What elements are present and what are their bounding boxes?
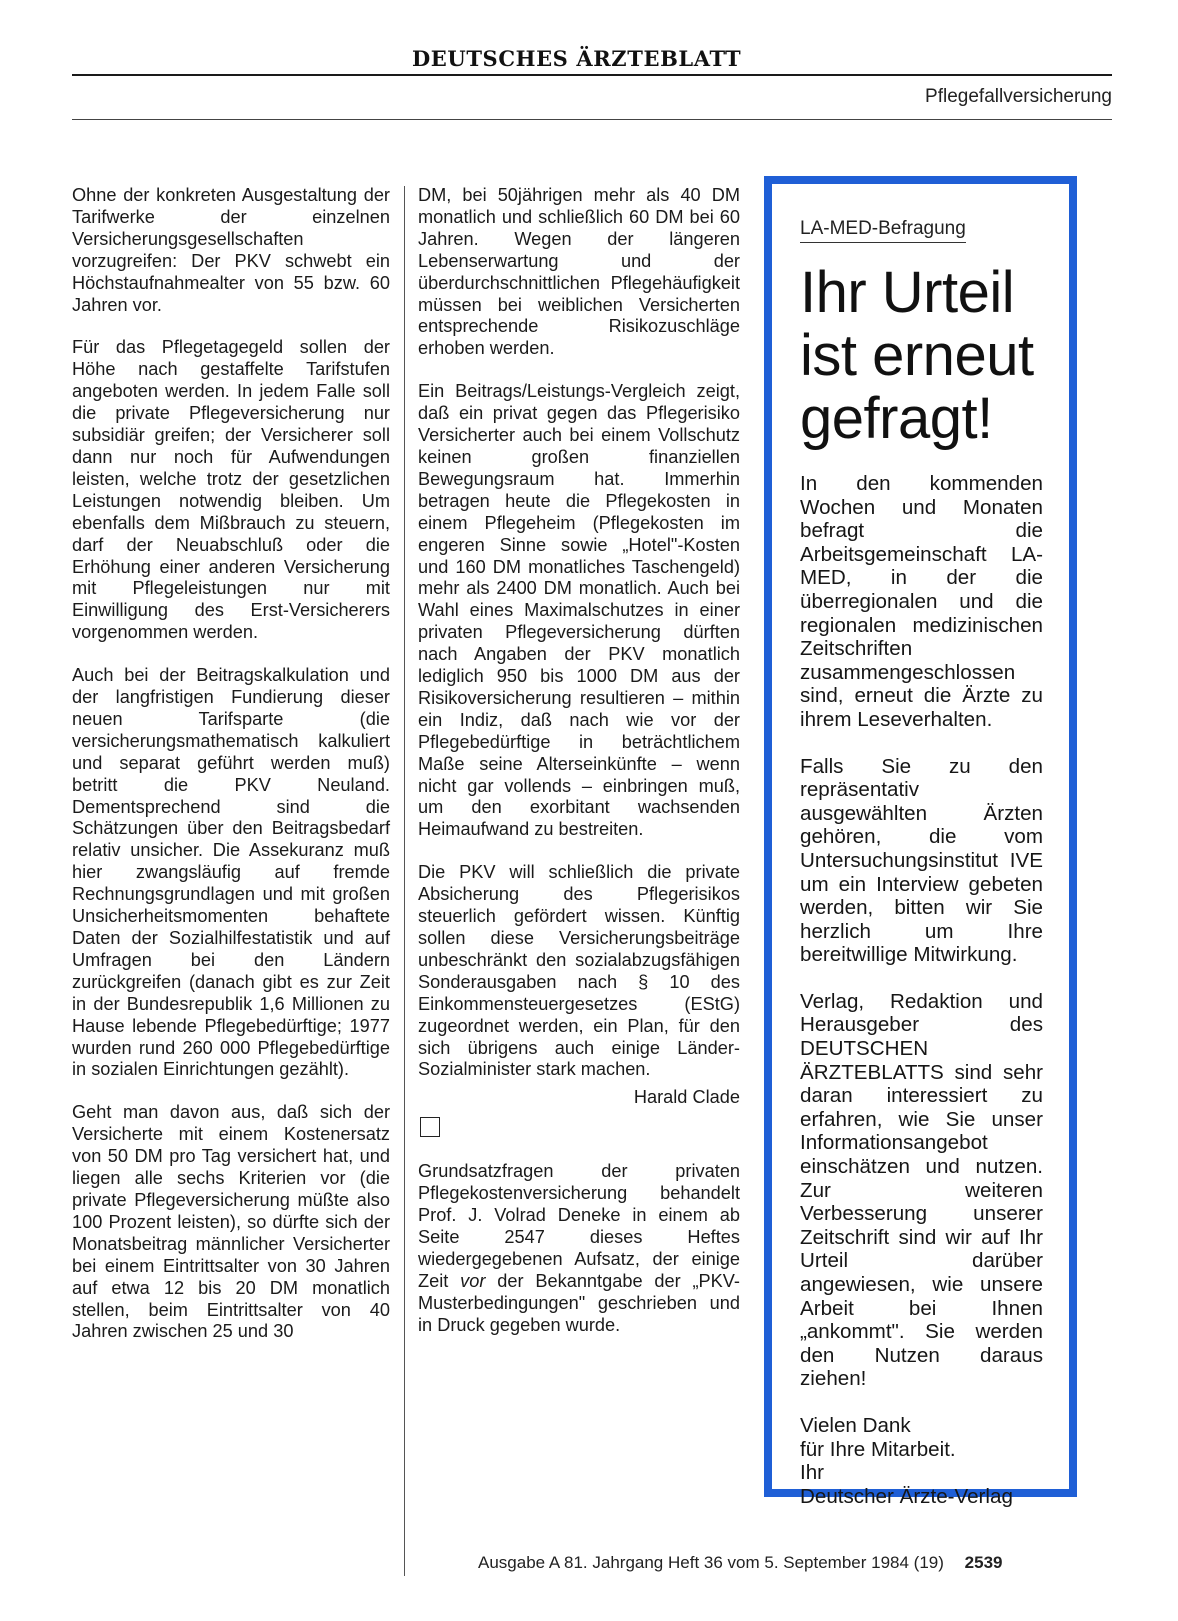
paragraph: Geht man davon aus, daß sich der Versicherte mit einem Kostenersatz von 50 DM pro Tag versichert hat, und liegen alle sechs Kriterien vor (die private Pflegeversicherung müßte also 100 Prozent leisten), so dürfte sich der Monatsbeitrag männlicher Versicherter bei einem Eintrittsalter von 30 Jahren auf etwa 12 bis 20 DM monatlich stellen, beim Eintrittsalter von 40 Jahren zwischen 25 und 30: [72, 1102, 390, 1342]
paragraph: Ohne der konkreten Ausgestaltung der Tarifwerke der einzelnen Versicherungsgesellschaften vorzugreifen: Der PKV schwebt ein Höchstaufnahmealter von 55 bzw. 60 Jahren vor.: [72, 185, 390, 315]
paragraph: Ein Beitrags/Leistungs-Vergleich zeigt, daß ein privat gegen das Pflegerisiko Versicherter auch bei einem Vollschutz keinen großen finanziellen Bewegungsraum hat. Immerhin betragen heute die Pflegekosten in einem Pflegeheim (Pflegekosten im engeren Sinne sowie „Hotel"-Kosten und 160 DM monatliches Taschengeld) mehr als 2400 DM monatlich. Auch bei Wahl eines Maximalschutzes in einer privaten Pflegeversicherung dürften nach Angaben der PKV monatlich lediglich 950 bis 1000 DM aus der Risikoversicherung resultieren – mithin ein Indiz, daß nach wie vor der Pflegebedürftige in beträchtlichem Maße seine Alterseinkünfte – wenn nicht gar vollends – einbringen muß, um den exorbitant wachsenden Heimaufwand zu bestreiten.: [418, 381, 740, 840]
section-label: Pflegefallversicherung: [925, 86, 1112, 107]
sidebar-headline: Ihr Urteil ist erneut gefragt!: [800, 260, 1034, 451]
sidebar-signoff-line: Vielen Dank: [800, 1413, 911, 1437]
end-of-article-box-icon: [420, 1117, 440, 1137]
paragraph: Für das Pflegetagegeld sollen der Höhe nach gestaffelte Tarifstufen angeboten werden. In jedem Falle soll die private Pflegeversicherung nur subsidiär greifen; der Versicherer soll dann nur noch für Aufwendungen leisten, welche trotz der gesetzlichen Leistungen notwendig bleiben. Um ebenfalls dem Mißbrauch zu steuern, darf der Neuabschluß oder die Erhöhung einer anderen Versicherung mit Pflegeleistungen nur mit Einwilligung des Erst-Versicherers vorgenommen werden.: [72, 337, 390, 643]
sidebar-paragraph: Falls Sie zu den repräsentativ ausgewählten Ärzten gehören, die vom Untersuchungsinstitut IVE um ein Interview gebeten werden, bitten wir Sie herzlich um Ihre bereitwillige Mitwirkung.: [800, 754, 1043, 967]
paragraph: DM, bei 50jährigen mehr als 40 DM monatlich und schließlich 60 DM bei 60 Jahren. Wegen der längeren Lebenserwartung und der überdurchschnittlichen Pflegehäufigkeit müssen bei weiblichen Versicherten entsprechende Risikozuschläge erhoben werden.: [418, 185, 740, 359]
issue-info: Ausgabe A 81. Jahrgang Heft 36 vom 5. September 1984 (19): [478, 1553, 944, 1572]
article-column-1: [72, 185, 390, 1364]
author-line: [418, 1087, 740, 1109]
sidebar-signoff-line: Deutscher Ärzte-Verlag: [800, 1484, 1013, 1508]
author-name: Harald Clade: [633, 1087, 740, 1108]
page-number: 2539: [964, 1553, 1003, 1572]
publication-title: DEUTSCHES ÄRZTEBLATT: [412, 46, 742, 71]
column-divider: [404, 186, 405, 1576]
paragraph-text: Die PKV will schließlich die private Absicherung des Pflegerisikos steuerlich gefördert wissen. Künftig sollen diese Versicherungsbeiträge unbeschränkt den sozialabzugsfähigen Sonderausgaben nach § 10 des Einkommensteuergesetzes (EStG) zugeordnet werden, ein Plan, für den sich übrigens auch einige Länder-Sozialminister stark machen.: [418, 862, 740, 1080]
sidebar-signoff-line: Ihr: [800, 1461, 825, 1485]
article-column-2: [418, 185, 740, 1358]
sidebar-notice-box: [764, 176, 1077, 1508]
header-rule: [72, 119, 1112, 120]
sidebar-kicker: LA-MED-Befragung: [800, 218, 966, 243]
paragraph: [418, 1161, 740, 1336]
paragraph-text: der Bekanntgabe der „PKV-Musterbedingungen" geschrieben und in Druck gegeben wurde.: [418, 1270, 740, 1335]
sidebar-paragraph: In den kommenden Wochen und Monaten befragt die Arbeitsgemeinschaft LA-MED, in der die überregionalen und die regionalen medizinischen Zeitschriften zusammengeschlossen sind, erneut die Ärzte zu ihrem Leseverhalten.: [800, 472, 1043, 731]
emphasis: vor: [460, 1270, 486, 1291]
paragraph: Auch bei der Beitragskalkulation und der langfristigen Fundierung dieser neuen Tarifsparte (die versicherungsmathematisch kalkuliert und separat geführt werden muß) betritt die PKV Neuland. Dementsprechend sind die Schätzungen über den Beitragsbedarf relativ unsicher. Die Assekuranz muß hier zwangsläufig auf fremde Rechnungsgrundlagen und mit großen Unsicherheitsmomenten behaftete Daten der Sozialhilfestatistik und auf Umfragen bei den Ländern zurückgreifen (danach gibt es zur Zeit in der Bundesrepublik 1,6 Millionen zu Hause lebende Pflegebedürftige; 1977 wurden rund 260 000 Pflegebedürftige in sozialen Einrichtungen gezählt).: [72, 665, 390, 1080]
masthead: [72, 44, 1112, 76]
paragraph: [418, 862, 740, 1081]
page-footer: [478, 1553, 1002, 1573]
sidebar-signoff-line: für Ihre Mitarbeit.: [800, 1437, 956, 1461]
paragraph-text: Grundsatzfragen der privaten Pflegekostenversicherung behandelt Prof. J. Volrad Deneke in einem ab Seite 2547 dieses Heftes wiedergegebenen Aufsatz, der einige Zeit: [418, 1161, 740, 1291]
sidebar-paragraph: Verlag, Redaktion und Herausgeber des DEUTSCHEN ÄRZTEBLATTS sind sehr daran interessiert zu erfahren, wie Sie unser Informationsangebot einschätzen und nutzen. Zur weiteren Verbesserung unserer Zeitschrift sind wir auf Ihr Urteil darüber angewiesen, wie unsere Arbeit bei Ihnen „ankommt". Sie werden den Nutzen daraus ziehen!: [800, 989, 1043, 1391]
